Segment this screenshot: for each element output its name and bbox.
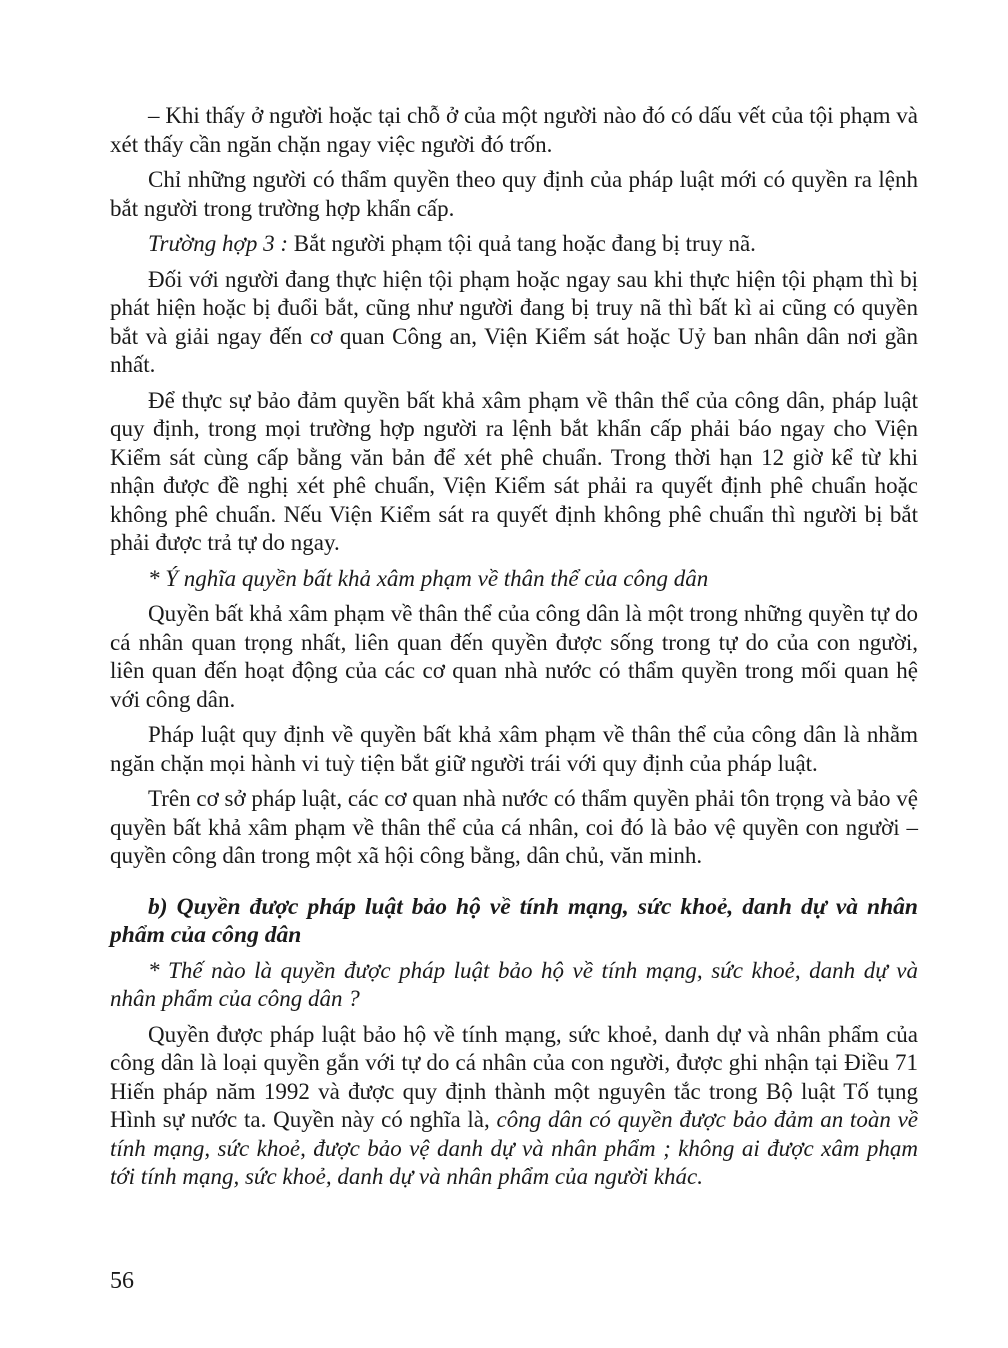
paragraph-bullet-case: – Khi thấy ở người hoặc tại chỗ ở của một người nào đó có dấu vết của tội phạm và xét thấy cần ngăn chặn ngay việc người đó trốn. xyxy=(110,103,918,157)
definition-italic: công dân có quyền được bảo đảm an toàn về tính mạng, sức khoẻ, được bảo vệ danh dự và nhân phẩm ; không ai được xâm phạm tới tính mạng, sức khoẻ, danh dự và nhân phẩm của người khác. xyxy=(110,1107,918,1189)
page-number: 56 xyxy=(110,1268,134,1294)
page-body xyxy=(110,102,918,1199)
paragraph-approval: Để thực sự bảo đảm quyền bất khả xâm phạm về thân thể của công dân, pháp luật quy định, trong mọi trường hợp người ra lệnh bắt khẩn cấp phải báo ngay cho Viện Kiểm sát cùng cấp bằng văn bản để xét phê chuẩn. Trong thời hạn 12 giờ kể từ khi nhận được đề nghị xét phê chuẩn, Viện Kiểm sát phải ra quyết định phê chuẩn hoặc không phê chuẩn. Nếu Viện Kiểm sát ra quyết định không phê chuẩn thì người bị bắt phải được trả tự do ngay. xyxy=(110,387,918,555)
case-3-label: Trường hợp 3 : xyxy=(148,231,288,256)
paragraph-definition xyxy=(110,1021,918,1192)
definition-text: Quyền được pháp luật bảo hộ về tính mạng, sức khoẻ, danh dự và nhân phẩm của công dân là loại quyền gắn với tự do cá nhân của con người, được ghi nhận tại Điều 71 Hiến pháp năm 1992 và được quy định thành một nguyên tắc trong Bộ luật Tố tụng Hình sự nước ta. Quyền này có nghĩa là, xyxy=(110,1021,918,1132)
subheading-meaning: * Ý nghĩa quyền bất khả xâm phạm về thân thể của công dân xyxy=(148,565,709,591)
subheading-definition: * Thế nào là quyền được pháp luật bảo hộ về tính mạng, sức khoẻ, danh dự và nhân phẩm của công dân ? xyxy=(110,957,918,1011)
paragraph-meaning-2: Pháp luật quy định về quyền bất khả xâm phạm về thân thể của công dân là nhằm ngăn chặn mọi hành vi tuỳ tiện bắt giữ người trái với quy định của pháp luật. xyxy=(110,722,918,776)
section-heading-b: b) Quyền được pháp luật bảo hộ về tính mạng, sức khoẻ, danh dự và nhân phẩm của công dân xyxy=(110,893,918,948)
paragraph-meaning-1: Quyền bất khả xâm phạm về thân thể của công dân là một trong những quyền tự do cá nhân quan trọng nhất, liên quan đến quyền được sống trong tự do của con người, liên quan đến hoạt động của các cơ quan nhà nước có thẩm quyền trong mối quan hệ với công dân. xyxy=(110,601,918,712)
paragraph-authority: Chỉ những người có thẩm quyền theo quy định của pháp luật mới có quyền ra lệnh bắt người trong trường hợp khẩn cấp. xyxy=(110,167,918,221)
case-3-text: Bắt người phạm tội quả tang hoặc đang bị truy nã. xyxy=(287,231,756,256)
paragraph-flagrante: Đối với người đang thực hiện tội phạm hoặc ngay sau khi thực hiện tội phạm thì bị phát hiện hoặc bị đuổi bắt, cũng như người đang bị truy nã thì bất kì ai cũng có quyền bắt và giải ngay đến cơ quan Công an, Viện Kiểm sát hoặc Uỷ ban nhân dân nơi gần nhất. xyxy=(110,266,918,377)
paragraph-meaning-3: Trên cơ sở pháp luật, các cơ quan nhà nước có thẩm quyền phải tôn trọng và bảo vệ quyền bất khả xâm phạm về thân thể của cá nhân, coi đó là bảo vệ quyền con người – quyền công dân trong một xã hội công bằng, dân chủ, văn minh. xyxy=(110,786,918,868)
paragraph-case-3 xyxy=(110,230,918,259)
